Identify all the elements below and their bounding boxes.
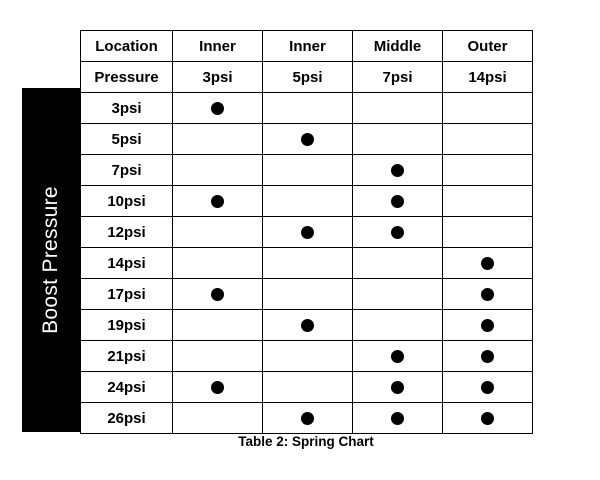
data-cell — [443, 124, 533, 155]
marker-dot — [211, 195, 224, 208]
marker-dot — [391, 226, 404, 239]
row-label: 24psi — [81, 372, 173, 403]
marker-dot — [211, 288, 224, 301]
marker-dot — [301, 319, 314, 332]
spring-chart-table — [80, 30, 533, 434]
boost-pressure-banner — [22, 88, 80, 432]
data-cell — [443, 155, 533, 186]
data-cell — [263, 186, 353, 217]
header-row-label: Location — [81, 31, 173, 62]
column-header-cell: Inner — [173, 31, 263, 62]
data-cell — [353, 124, 443, 155]
data-cell — [353, 279, 443, 310]
data-cell — [173, 248, 263, 279]
marker-dot — [301, 226, 314, 239]
data-cell — [173, 279, 263, 310]
data-cell — [353, 217, 443, 248]
data-cell — [263, 279, 353, 310]
table-row — [81, 248, 533, 279]
row-label: 17psi — [81, 279, 173, 310]
marker-dot — [391, 350, 404, 363]
table-row — [81, 341, 533, 372]
table-header-row — [81, 62, 533, 93]
table-row — [81, 217, 533, 248]
table-row — [81, 155, 533, 186]
marker-dot — [211, 102, 224, 115]
marker-dot — [301, 133, 314, 146]
marker-dot — [391, 195, 404, 208]
column-header-cell: Middle — [353, 31, 443, 62]
row-label: 5psi — [81, 124, 173, 155]
table-row — [81, 124, 533, 155]
data-cell — [263, 155, 353, 186]
data-cell — [263, 310, 353, 341]
data-cell — [173, 124, 263, 155]
table-caption: Table 2: Spring Chart — [238, 434, 374, 449]
data-cell — [353, 248, 443, 279]
data-cell — [353, 341, 443, 372]
marker-dot — [301, 412, 314, 425]
column-header-cell: 7psi — [353, 62, 443, 93]
data-cell — [173, 217, 263, 248]
table-row — [81, 403, 533, 434]
table-row — [81, 310, 533, 341]
marker-dot — [481, 257, 494, 270]
marker-dot — [481, 288, 494, 301]
data-cell — [443, 341, 533, 372]
table-row — [81, 186, 533, 217]
data-cell — [263, 403, 353, 434]
data-cell — [173, 186, 263, 217]
table-row — [81, 93, 533, 124]
column-header-cell: Inner — [263, 31, 353, 62]
table-row — [81, 372, 533, 403]
marker-dot — [391, 381, 404, 394]
data-cell — [443, 217, 533, 248]
marker-dot — [391, 164, 404, 177]
table-row — [81, 279, 533, 310]
column-header-cell: Outer — [443, 31, 533, 62]
data-cell — [263, 217, 353, 248]
marker-dot — [391, 412, 404, 425]
data-cell — [443, 93, 533, 124]
row-label: 3psi — [81, 93, 173, 124]
data-cell — [353, 310, 443, 341]
data-cell — [443, 372, 533, 403]
data-cell — [173, 403, 263, 434]
row-label: 14psi — [81, 248, 173, 279]
row-label: 26psi — [81, 403, 173, 434]
row-label: 21psi — [81, 341, 173, 372]
data-cell — [443, 248, 533, 279]
data-cell — [263, 93, 353, 124]
spring-chart-table-wrapper — [80, 30, 532, 434]
data-cell — [263, 372, 353, 403]
data-cell — [263, 248, 353, 279]
marker-dot — [481, 350, 494, 363]
data-cell — [173, 310, 263, 341]
column-header-cell: 5psi — [263, 62, 353, 93]
data-cell — [173, 93, 263, 124]
column-header-cell: 14psi — [443, 62, 533, 93]
data-cell — [443, 310, 533, 341]
row-label: 12psi — [81, 217, 173, 248]
data-cell — [353, 403, 443, 434]
row-label: 19psi — [81, 310, 173, 341]
data-cell — [443, 279, 533, 310]
data-cell — [353, 372, 443, 403]
data-cell — [173, 155, 263, 186]
marker-dot — [481, 381, 494, 394]
table-header-row — [81, 31, 533, 62]
data-cell — [263, 341, 353, 372]
data-cell — [443, 403, 533, 434]
row-label: 7psi — [81, 155, 173, 186]
marker-dot — [481, 319, 494, 332]
data-cell — [353, 186, 443, 217]
row-label: 10psi — [81, 186, 173, 217]
data-cell — [263, 124, 353, 155]
data-cell — [353, 93, 443, 124]
data-cell — [173, 372, 263, 403]
data-cell — [173, 341, 263, 372]
column-header-cell: 3psi — [173, 62, 263, 93]
marker-dot — [211, 381, 224, 394]
data-cell — [353, 155, 443, 186]
data-cell — [443, 186, 533, 217]
marker-dot — [481, 412, 494, 425]
boost-pressure-label: Boost Pressure — [39, 186, 63, 334]
header-row-label: Pressure — [81, 62, 173, 93]
